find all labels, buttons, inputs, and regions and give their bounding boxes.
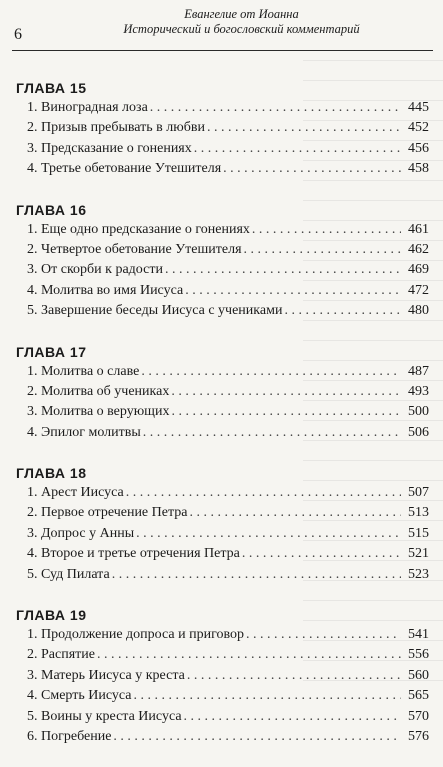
chapter-title: ГЛАВА 17 — [16, 343, 87, 360]
dot-leader — [185, 281, 401, 301]
toc-entry-page: 493 — [408, 383, 429, 399]
toc-entry-title: 2. Призыв пребывать в любви — [27, 120, 205, 136]
dot-leader — [244, 240, 401, 260]
toc-entry-page: 469 — [408, 262, 429, 278]
toc-entry[interactable] — [16, 625, 429, 645]
toc-entry-title: 3. Матерь Иисуса у креста — [27, 667, 185, 683]
toc-entry-page: 576 — [408, 728, 429, 744]
chapter-title: ГЛАВА 15 — [16, 80, 87, 96]
toc-entry-page: 565 — [408, 688, 429, 704]
dot-leader — [112, 565, 401, 585]
toc-entry-page: 462 — [408, 241, 429, 257]
dot-leader — [126, 483, 401, 503]
toc-entry-title: 1. Еще одно предсказание о гонениях — [27, 221, 250, 237]
chapter-section — [16, 78, 429, 180]
toc-entry[interactable] — [16, 727, 429, 747]
chapter-title: ГЛАВА 18 — [16, 465, 87, 482]
toc-entry-page: 507 — [408, 485, 429, 501]
toc-entry-title: 4. Молитва во имя Иисуса — [27, 282, 184, 298]
toc-entry[interactable] — [16, 382, 429, 402]
dot-leader — [97, 645, 401, 665]
dot-leader — [141, 362, 401, 382]
toc-entry-title: 1. Продолжение допроса и приговор — [27, 627, 244, 643]
header-rule — [12, 50, 433, 51]
page-number: 6 — [14, 26, 22, 43]
toc-entry-title: 1. Молитва о славе — [27, 363, 140, 379]
toc-entry[interactable] — [16, 423, 429, 443]
toc-entry-page: 500 — [408, 404, 429, 420]
toc-entry[interactable] — [16, 98, 429, 118]
toc-entry[interactable] — [16, 260, 429, 280]
toc-entry-page: 560 — [408, 667, 429, 683]
toc-entry-title: 2. Первое отречение Петра — [27, 505, 188, 521]
toc-entry[interactable] — [16, 524, 429, 544]
dot-leader — [194, 139, 401, 159]
dot-leader — [184, 707, 401, 727]
toc-entry-page: 523 — [408, 566, 429, 582]
toc-entry-page: 521 — [408, 546, 429, 562]
toc-entry[interactable] — [16, 503, 429, 523]
toc-entry[interactable] — [16, 139, 429, 159]
toc-entry-page: 472 — [408, 282, 429, 298]
dot-leader — [165, 260, 401, 280]
toc-entry[interactable] — [16, 159, 429, 179]
toc-entry-title: 4. Второе и третье отречения Петра — [27, 546, 240, 562]
chapter-section — [16, 605, 429, 747]
toc-entry-title: 1. Виноградная лоза — [27, 100, 148, 115]
running-head-subtitle: Исторический и богословский комментарий — [123, 22, 360, 36]
toc-entry-title: 6. Погребение — [27, 728, 112, 744]
toc-entry-page: 461 — [408, 221, 429, 237]
running-head — [0, 7, 443, 37]
toc-entry[interactable] — [16, 544, 429, 564]
toc-entry-page: 480 — [408, 303, 429, 319]
toc-entry[interactable] — [16, 301, 429, 321]
toc-entry[interactable] — [16, 645, 429, 665]
dot-leader — [133, 686, 401, 706]
toc-entry-title: 3. Молитва о верующих — [27, 404, 170, 420]
dot-leader — [242, 544, 401, 564]
dot-leader — [171, 382, 401, 402]
toc-entry-page: 487 — [408, 363, 429, 379]
chapter-section — [16, 200, 429, 322]
dot-leader — [246, 625, 401, 645]
dot-leader — [136, 524, 401, 544]
dot-leader — [150, 98, 401, 118]
toc-entry-title: 4. Эпилог молитвы — [27, 424, 141, 440]
chapter-title: ГЛАВА 19 — [16, 607, 87, 624]
dot-leader — [143, 423, 401, 443]
toc-entry[interactable] — [16, 118, 429, 138]
dot-leader — [284, 301, 401, 321]
toc-entry-title: 2. Распятие — [27, 647, 95, 663]
toc-entry-page: 506 — [408, 424, 429, 440]
dot-leader — [252, 220, 401, 240]
dot-leader — [223, 159, 401, 179]
toc-entry[interactable] — [16, 666, 429, 686]
toc-entry-page: 458 — [408, 161, 429, 177]
toc-entry[interactable] — [16, 362, 429, 382]
toc-entry[interactable] — [16, 686, 429, 706]
toc-entry[interactable] — [16, 565, 429, 585]
toc-entry[interactable] — [16, 220, 429, 240]
toc-entry-page: 513 — [408, 505, 429, 521]
toc-entry[interactable] — [16, 483, 429, 503]
toc-entry-page: 456 — [408, 140, 429, 156]
toc-entry-title: 4. Смерть Иисуса — [27, 688, 132, 704]
dot-leader — [207, 118, 401, 138]
toc-entry-title: 5. Воины у креста Иисуса — [27, 708, 182, 724]
toc-entry-page: 445 — [408, 100, 429, 115]
toc-entry-page: 515 — [408, 525, 429, 541]
toc-entry-page: 556 — [408, 647, 429, 663]
toc-entry-title: 3. Предсказание о гонениях — [27, 140, 192, 156]
toc-entry-page: 541 — [408, 627, 429, 643]
toc-entry-title: 2. Четвертое обетование Утешителя — [27, 241, 242, 257]
toc-entry-title: 1. Арест Иисуса — [27, 485, 124, 501]
dot-leader — [187, 666, 401, 686]
chapter-section — [16, 342, 429, 444]
toc-entry[interactable] — [16, 240, 429, 260]
chapter-section — [16, 463, 429, 585]
chapter-title: ГЛАВА 16 — [16, 201, 87, 218]
toc-entry[interactable] — [16, 402, 429, 422]
toc-entry-title: 3. Допрос у Анны — [27, 525, 135, 541]
toc-entry-title: 2. Молитва об учениках — [27, 383, 170, 399]
toc-entry-page: 452 — [408, 120, 429, 136]
dot-leader — [189, 503, 401, 523]
toc-entry[interactable] — [16, 707, 429, 727]
toc-entry-page: 570 — [408, 708, 429, 724]
toc-entry-title: 5. Завершение беседы Иисуса с учениками — [27, 303, 283, 319]
toc-entry-title: 3. От скорби к радости — [27, 262, 163, 278]
toc-entry[interactable] — [16, 281, 429, 301]
running-head-title: Евангелие от Иоанна — [184, 7, 299, 21]
toc-entry-title: 5. Суд Пилата — [27, 566, 110, 582]
toc-entry-title: 4. Третье обетование Утешителя — [27, 161, 222, 177]
dot-leader — [113, 727, 401, 747]
table-of-contents — [16, 78, 429, 767]
dot-leader — [171, 402, 401, 422]
